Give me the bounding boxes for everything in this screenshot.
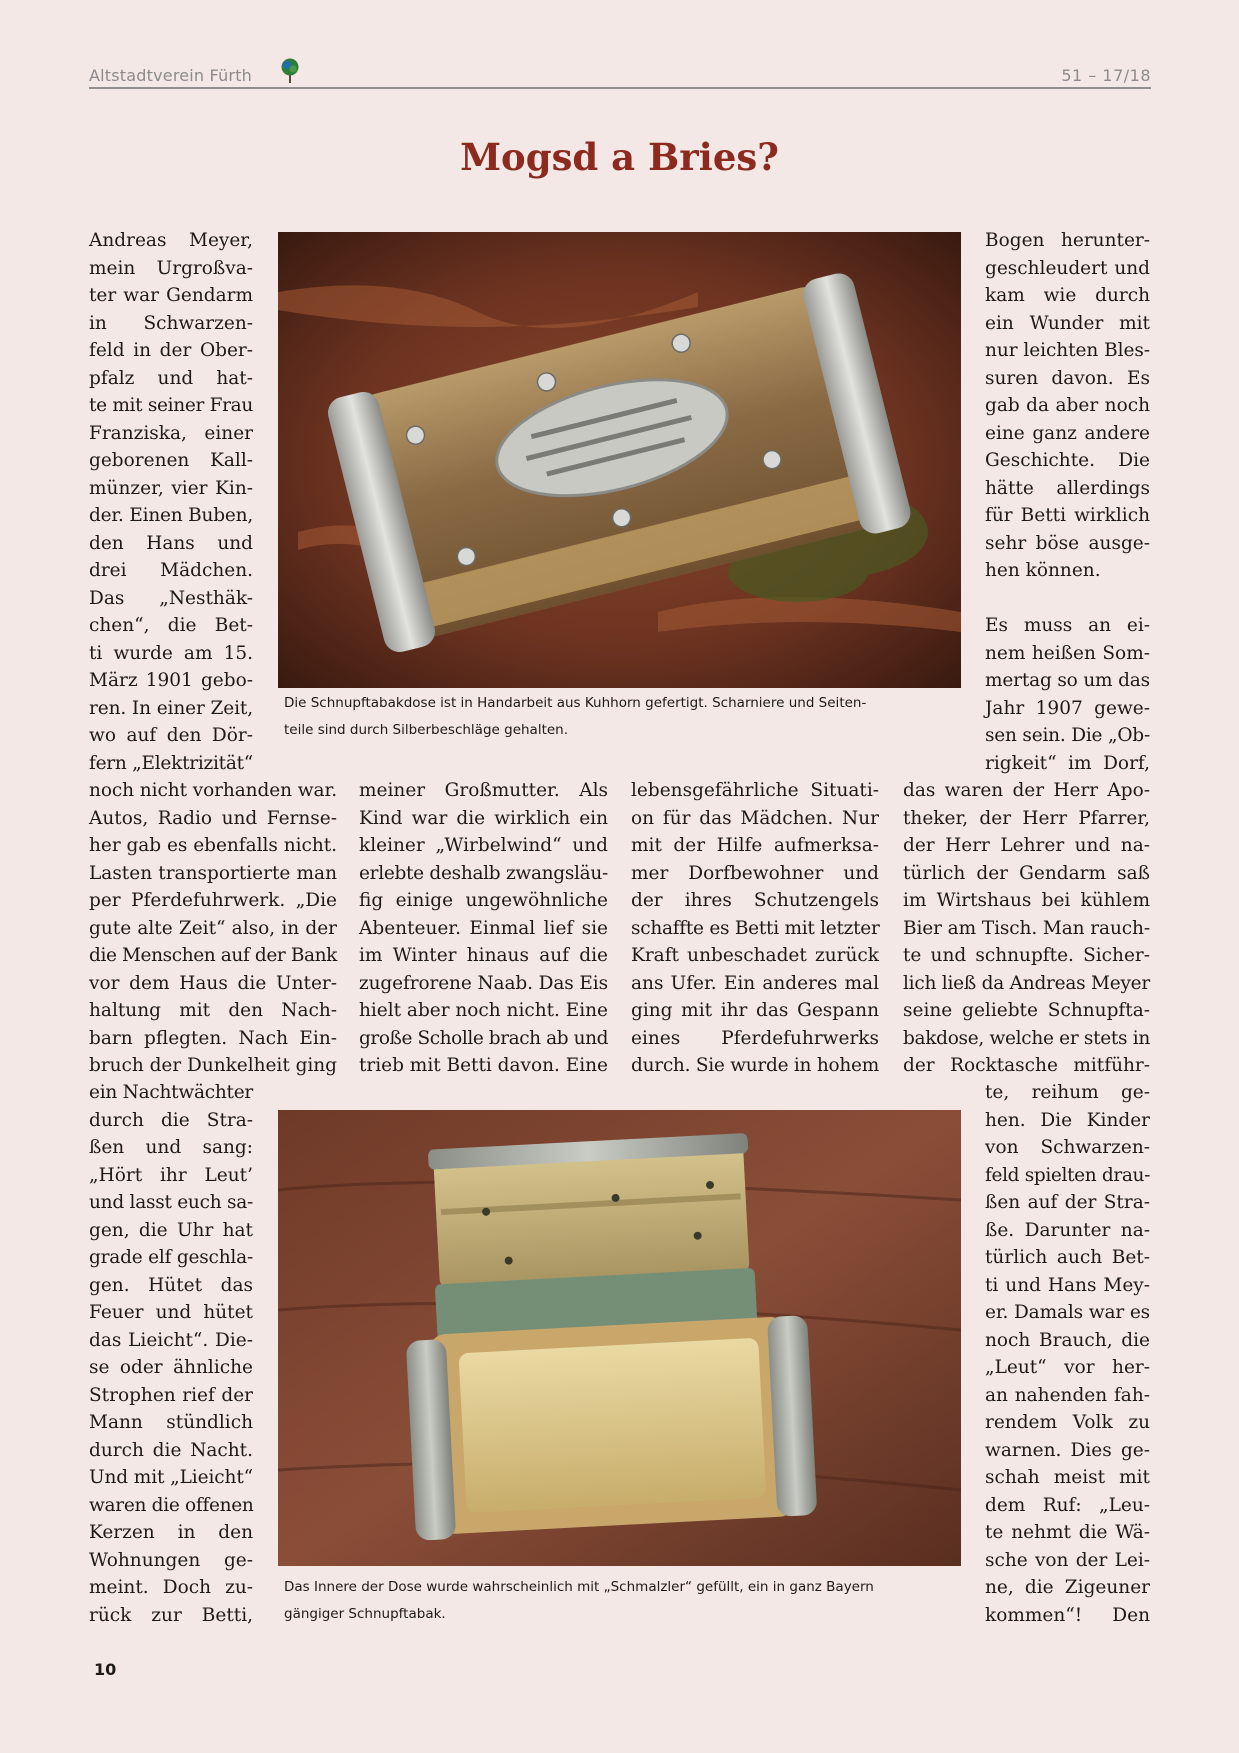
text-line: trieb mit Betti davon. Eine xyxy=(359,1055,608,1076)
text-line: mit der Hilfe aufmerksa- xyxy=(631,835,879,856)
text-line: mertag so um das xyxy=(985,670,1150,691)
text-line: Mann stündlich xyxy=(89,1412,253,1433)
text-line: per Pferdefuhrwerk. „Die xyxy=(89,890,337,911)
text-line: der Rocktasche mitführ- xyxy=(903,1055,1150,1076)
text-line: durch die Stra- xyxy=(89,1109,253,1131)
text-line: drei Mädchen. xyxy=(89,560,253,581)
caption-top-photo xyxy=(284,690,974,744)
text-line: Bogen herunter- xyxy=(985,230,1150,251)
text-line: bakdose, welche er stets in xyxy=(903,1027,1150,1049)
text-line: se oder ähnliche xyxy=(89,1357,253,1378)
text-line: waren die offenen xyxy=(89,1494,254,1516)
text-line: März 1901 gebo- xyxy=(89,670,253,691)
text-line: Kraft unbeschadet zurück xyxy=(631,945,879,966)
caption-line: Die Schnupftabakdose ist in Handarbeit aus Kuhhorn gefertigt. Scharniere und Seiten- xyxy=(284,695,867,711)
article-title: Mogsd a Bries? xyxy=(460,135,779,179)
text-line: ging mit ihr das Gespann xyxy=(631,1000,879,1021)
text-line: ein Nachtwächter xyxy=(89,1082,253,1103)
text-line: Geschichte. Die xyxy=(985,450,1150,471)
text-line: gen. Hütet das xyxy=(89,1274,253,1296)
text-line: haltung mit den Nach- xyxy=(89,1000,337,1021)
column-1-middle xyxy=(89,777,337,1080)
text-line: ne, die Zigeuner xyxy=(985,1577,1150,1598)
text-line: chen“, die Bet- xyxy=(89,615,253,636)
text-line: geschleudert und xyxy=(985,257,1150,279)
text-line: rendem Volk zu xyxy=(985,1412,1150,1433)
photo-snuffbox-open xyxy=(278,1110,961,1566)
text-line: Es muss an ei- xyxy=(985,615,1150,636)
text-line: kam wie durch xyxy=(985,285,1150,306)
text-line: im Winter hinaus auf die xyxy=(359,945,608,966)
text-line: ßen und sang: xyxy=(89,1137,253,1158)
text-line: hen können. xyxy=(985,560,1101,581)
text-line: dem Ruf: „Leu- xyxy=(985,1494,1150,1516)
text-line: noch nicht vorhanden war. xyxy=(89,780,337,801)
text-line: der Herr Lehrer und na- xyxy=(903,835,1150,856)
text-line: „Leut“ vor her- xyxy=(985,1357,1150,1378)
text-line: meiner Großmutter. Als xyxy=(359,780,608,801)
column-4-bottom xyxy=(985,1079,1150,1629)
text-line: hielt aber noch nicht. Eine xyxy=(359,1000,608,1021)
text-line: ter war Gendarm xyxy=(89,285,253,306)
text-line: Autos, Radio und Fernse- xyxy=(89,807,337,829)
text-line: te, reihum ge- xyxy=(985,1082,1150,1103)
page-number: 10 xyxy=(94,1660,117,1679)
text-line: her gab es ebenfalls nicht. xyxy=(89,835,337,856)
text-line: hen. Die Kinder xyxy=(985,1109,1150,1131)
text-line: Und mit „Lieicht“ xyxy=(89,1467,253,1488)
text-line: rigkeit“ im Dorf, xyxy=(985,752,1150,774)
text-line: pfalz und hat- xyxy=(89,367,253,389)
text-line: Wohnungen ge- xyxy=(89,1549,253,1571)
text-line: meint. Doch zu- xyxy=(89,1577,253,1598)
text-line: Franziska, einer xyxy=(89,422,253,444)
header-issue: 51 – 17/18 xyxy=(1061,66,1151,85)
text-line: schah meist mit xyxy=(985,1467,1150,1488)
text-line: bruch der Dunkelheit ging xyxy=(89,1055,337,1076)
text-line: große Scholle brach ab und xyxy=(359,1027,608,1049)
text-line: mein Urgroßva- xyxy=(89,257,253,279)
text-line: die Menschen auf der Bank xyxy=(89,945,338,966)
text-line: zugefrorene Naab. Das Eis xyxy=(359,972,608,994)
text-line: von Schwarzen- xyxy=(985,1137,1150,1158)
text-line: den Hans und xyxy=(89,532,253,554)
text-line: das Lieicht“. Die- xyxy=(89,1329,253,1351)
column-3 xyxy=(631,777,879,1080)
text-line: im Wirtshaus bei kühlem xyxy=(903,890,1150,911)
text-line: eine ganz andere xyxy=(985,422,1150,444)
column-1-top xyxy=(89,227,253,777)
column-1-bottom xyxy=(89,1079,253,1629)
text-line: Jahr 1907 gewe- xyxy=(985,697,1150,719)
text-line: der ihres Schutzengels xyxy=(631,890,879,911)
text-line: barn pflegten. Nach Ein- xyxy=(89,1027,337,1049)
header-divider xyxy=(89,87,1151,89)
text-line: Feuer und hütet xyxy=(89,1302,253,1323)
text-line: Das „Nesthäk- xyxy=(89,587,253,609)
text-line: feld in der Ober- xyxy=(89,340,253,361)
text-line: wo auf den Dör- xyxy=(89,725,253,746)
text-line: ße. Darunter na- xyxy=(985,1219,1150,1241)
text-line: Kerzen in den xyxy=(89,1522,253,1543)
text-line: „Hört ihr Leut’ xyxy=(89,1164,253,1186)
text-line: der. Einen Buben, xyxy=(89,505,253,526)
caption-bottom-photo xyxy=(284,1574,974,1628)
text-line: Andreas Meyer, xyxy=(89,230,253,251)
text-line: theker, der Herr Pfarrer, xyxy=(903,807,1150,829)
text-line: mer Dorfbewohner und xyxy=(631,862,879,884)
text-line: rück zur Betti, xyxy=(89,1604,253,1626)
text-line: eines Pferdefuhrwerks xyxy=(631,1027,879,1049)
column-2 xyxy=(359,777,608,1080)
text-line: fern „Elektrizität“ xyxy=(89,752,254,774)
tree-logo-icon xyxy=(279,58,301,88)
text-line: schaffte es Betti mit letzter xyxy=(631,917,880,939)
text-line: münzer, vier Kin- xyxy=(89,477,253,499)
text-line: Bier am Tisch. Man rauch- xyxy=(903,917,1150,939)
text-line: für Betti wirklich xyxy=(985,505,1150,526)
running-header xyxy=(89,62,1151,88)
text-line: noch Brauch, die xyxy=(985,1329,1150,1351)
text-line: te nehmt die Wä- xyxy=(985,1522,1150,1543)
text-line: warnen. Dies ge- xyxy=(985,1439,1150,1461)
column-4-top xyxy=(985,227,1150,585)
text-line: geborenen Kall- xyxy=(89,450,253,471)
text-line: durch die Nacht. xyxy=(89,1439,253,1461)
text-line: ren. In einer Zeit, xyxy=(89,697,253,719)
text-line: hätte allerdings xyxy=(985,477,1150,499)
text-line: Abenteuer. Einmal lief sie xyxy=(359,917,608,939)
text-line: in Schwarzen- xyxy=(89,312,253,334)
text-line: an nahenden fah- xyxy=(985,1384,1150,1406)
text-line: das waren der Herr Apo- xyxy=(903,780,1150,801)
text-line: on für das Mädchen. Nur xyxy=(631,807,879,829)
photo-snuffbox-closed xyxy=(278,232,961,688)
text-line: sche von der Lei- xyxy=(985,1549,1150,1571)
text-line: türlich auch Bet- xyxy=(985,1247,1150,1268)
text-line: ßen auf der Stra- xyxy=(985,1192,1150,1213)
text-line: sen sein. Die „Ob- xyxy=(985,725,1150,746)
text-line: erlebte deshalb zwangsläu- xyxy=(359,862,608,884)
text-line: ti wurde am 15. xyxy=(89,642,253,664)
text-line: feld spielten drau- xyxy=(985,1164,1150,1186)
text-line: seine geliebte Schnupfta- xyxy=(903,1000,1150,1021)
text-line: nur leichten Bles- xyxy=(985,340,1150,361)
text-line: vor dem Haus die Unter- xyxy=(89,972,337,994)
text-line: nem heißen Som- xyxy=(985,642,1150,664)
column-4-middle xyxy=(985,612,1150,777)
caption-line: teile sind durch Silberbeschläge gehalten. xyxy=(284,722,569,738)
text-line: er. Damals war es xyxy=(985,1302,1150,1323)
text-line: lebensgefährliche Situati- xyxy=(631,780,879,801)
header-publisher: Altstadtverein Fürth xyxy=(89,66,253,85)
text-line: te mit seiner Frau xyxy=(89,395,253,416)
text-line: ti und Hans Mey- xyxy=(985,1274,1150,1296)
text-line: türlich der Gendarm saß xyxy=(903,862,1150,884)
text-line: kleiner „Wirbelwind“ und xyxy=(359,835,608,856)
text-line: kommen“! Den xyxy=(985,1604,1150,1626)
text-line: sehr böse ausge- xyxy=(985,532,1150,554)
text-line: Kind war die wirklich ein xyxy=(359,807,608,829)
text-line: gab da aber noch xyxy=(985,395,1150,416)
text-line: ans Ufer. Ein anderes mal xyxy=(631,972,879,994)
column-4-wide xyxy=(903,777,1150,1080)
text-line: ein Wunder mit xyxy=(985,312,1150,334)
text-line: te und schnupfte. Sicher- xyxy=(903,945,1150,966)
caption-line: gängiger Schnupftabak. xyxy=(284,1606,446,1622)
text-line: Lasten transportierte man xyxy=(89,862,337,884)
text-line: lich ließ da Andreas Meyer xyxy=(903,972,1150,994)
text-line: suren davon. Es xyxy=(985,367,1150,389)
text-line: fig einige ungewöhnliche xyxy=(359,890,608,911)
text-line: grade elf geschla- xyxy=(89,1247,253,1268)
text-line: gute alte Zeit“ also, in der xyxy=(89,917,337,939)
text-line: gen, die Uhr hat xyxy=(89,1219,253,1241)
caption-line: Das Innere der Dose wurde wahrscheinlich mit „Schmalzler“ gefüllt, ein in ganz Bayern xyxy=(284,1579,874,1595)
text-line: und lasst euch sa- xyxy=(89,1192,253,1213)
text-line: Strophen rief der xyxy=(89,1384,253,1406)
text-line: durch. Sie wurde in hohem xyxy=(631,1055,879,1076)
